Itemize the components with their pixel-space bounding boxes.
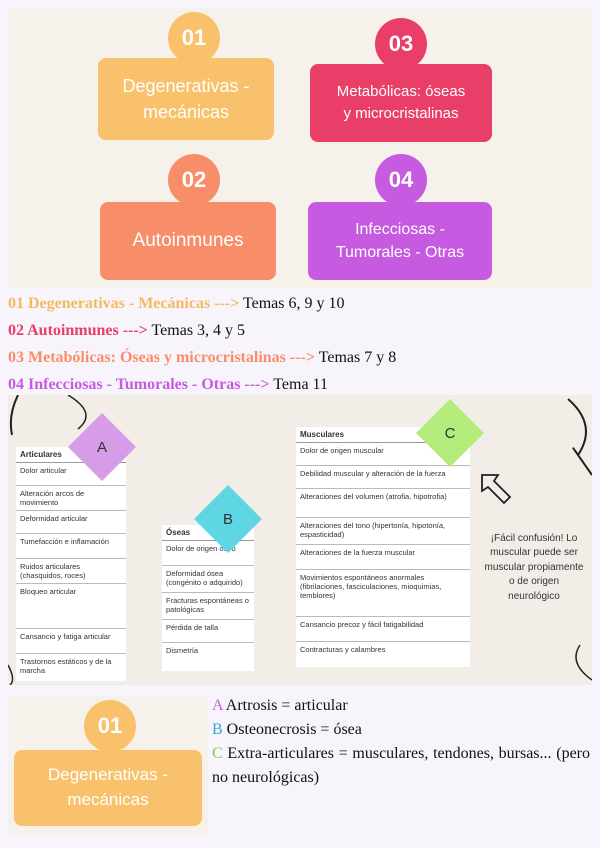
table-row: Dolor articular bbox=[16, 463, 126, 486]
category-infecciosas-label: Infecciosas - Tumorales - Otras bbox=[335, 220, 465, 261]
legend-line-02 bbox=[8, 317, 592, 344]
definition-c-text: Extra-articulares = musculares, tendones, bursas... (pero no neurológicas) bbox=[212, 745, 590, 786]
table-row: Alteraciones del volumen (atrofia, hipotrofia) bbox=[296, 489, 470, 518]
table-row: Ruidos articulares (chasquidos, roces) bbox=[16, 559, 126, 584]
diamond-a-label: A bbox=[96, 439, 107, 456]
legend-rest-03: Temas 7 y 8 bbox=[314, 349, 397, 366]
legend-label-01: 01 Degenerativas - Mecánicas ---> bbox=[8, 295, 240, 312]
category-degenerativas-label: Degenerativas - mecánicas bbox=[122, 75, 250, 122]
legend-line-03 bbox=[8, 344, 592, 371]
legend bbox=[8, 290, 592, 398]
definition-b-key: B bbox=[212, 721, 223, 738]
table-row: Alteración arcos de movimiento bbox=[16, 486, 126, 511]
badge-03: 03 bbox=[375, 18, 427, 70]
table-row: Contracturas y calambres bbox=[300, 645, 386, 654]
table-musculares bbox=[296, 427, 470, 667]
legend-line-04 bbox=[8, 371, 592, 398]
table-oseas bbox=[162, 525, 254, 671]
classification-tables-photo bbox=[8, 395, 592, 685]
diamond-b-label: B bbox=[222, 511, 233, 528]
table-row: Deformidad ósea (congénito o adquirido) bbox=[162, 566, 254, 593]
table-articulares-header: Articulares bbox=[16, 447, 126, 463]
definition-c bbox=[212, 742, 590, 790]
bottom-category-label: Degenerativas - mecánicas bbox=[47, 765, 168, 809]
category-degenerativas bbox=[98, 58, 274, 140]
definition-c-key: C bbox=[212, 745, 223, 762]
legend-rest-02: Temas 3, 4 y 5 bbox=[147, 322, 246, 339]
category-metabolicas bbox=[310, 64, 492, 142]
table-row: Alteraciones del tono (hipertonía, hipotonía, espasticidad) bbox=[296, 518, 470, 545]
definition-b-text: Osteonecrosis = ósea bbox=[222, 721, 362, 738]
category-autoinmunes bbox=[100, 202, 276, 280]
table-row: Tumefacción e inflamación bbox=[16, 534, 126, 559]
legend-rest-04: Tema 11 bbox=[269, 376, 328, 393]
table-row: Deformidad articular bbox=[16, 511, 126, 534]
categories-diagram bbox=[8, 8, 592, 288]
legend-rest-01: Temas 6, 9 y 10 bbox=[239, 295, 345, 312]
arrow-icon bbox=[476, 467, 516, 507]
definitions bbox=[212, 694, 590, 790]
badge-02: 02 bbox=[168, 154, 220, 206]
table-row: Cansancio precoz y fácil fatigabilidad bbox=[296, 617, 470, 642]
table-row: Cansancio y fatiga articular bbox=[16, 629, 126, 654]
table-row: Movimientos espontáneos anormales (fibrilaciones, fasciculaciones, mioquimias, temblores) bbox=[296, 570, 470, 617]
definition-a bbox=[212, 694, 590, 718]
category-infecciosas bbox=[308, 202, 492, 280]
confusion-note bbox=[474, 517, 592, 604]
table-row: Alteraciones de la fuerza muscular bbox=[296, 545, 470, 570]
definition-a-text: Artrosis = articular bbox=[222, 697, 348, 714]
table-musculares-header: Musculares bbox=[296, 427, 470, 443]
table-row: Dolor de origen muscular bbox=[296, 443, 470, 466]
table-row: Bloqueo articular bbox=[16, 584, 126, 629]
definition-b bbox=[212, 718, 590, 742]
table-row: Dolor de origen óseo bbox=[162, 541, 254, 566]
table-row: Dismetría bbox=[166, 646, 199, 655]
table-oseas-header: Óseas bbox=[162, 525, 254, 541]
bottom-category-card bbox=[8, 696, 208, 836]
table-articulares bbox=[16, 447, 126, 681]
table-row: Fracturas espontáneas o patológicas bbox=[162, 593, 254, 620]
category-metabolicas-label: Metabólicas: óseas y microcristalinas bbox=[336, 83, 466, 122]
diamond-c-label: C bbox=[444, 425, 456, 442]
confusion-note-text: ¡Fácil confusión! Lo muscular puede ser muscular propiamente o de origen neurológico bbox=[484, 532, 584, 602]
badge-01: 01 bbox=[168, 12, 220, 64]
bottom-category-degenerativas bbox=[14, 750, 202, 826]
badge-04: 04 bbox=[375, 154, 427, 206]
legend-label-02: 02 Autoinmunes ---> bbox=[8, 322, 148, 339]
table-row: Pérdida de talla bbox=[162, 620, 254, 643]
legend-label-03: 03 Metabólicas: Óseas y microcristalinas ---> bbox=[8, 349, 315, 366]
category-autoinmunes-label: Autoinmunes bbox=[132, 230, 244, 252]
table-row: Debilidad muscular y alteración de la fuerza bbox=[296, 466, 470, 489]
table-row: Trastornos estáticos y de la marcha bbox=[20, 657, 112, 675]
badge-01-bottom: 01 bbox=[84, 700, 136, 752]
legend-line-01 bbox=[8, 290, 592, 317]
definition-a-key: A bbox=[212, 697, 223, 714]
legend-label-04: 04 Infecciosas - Tumorales - Otras ---> bbox=[8, 376, 270, 393]
